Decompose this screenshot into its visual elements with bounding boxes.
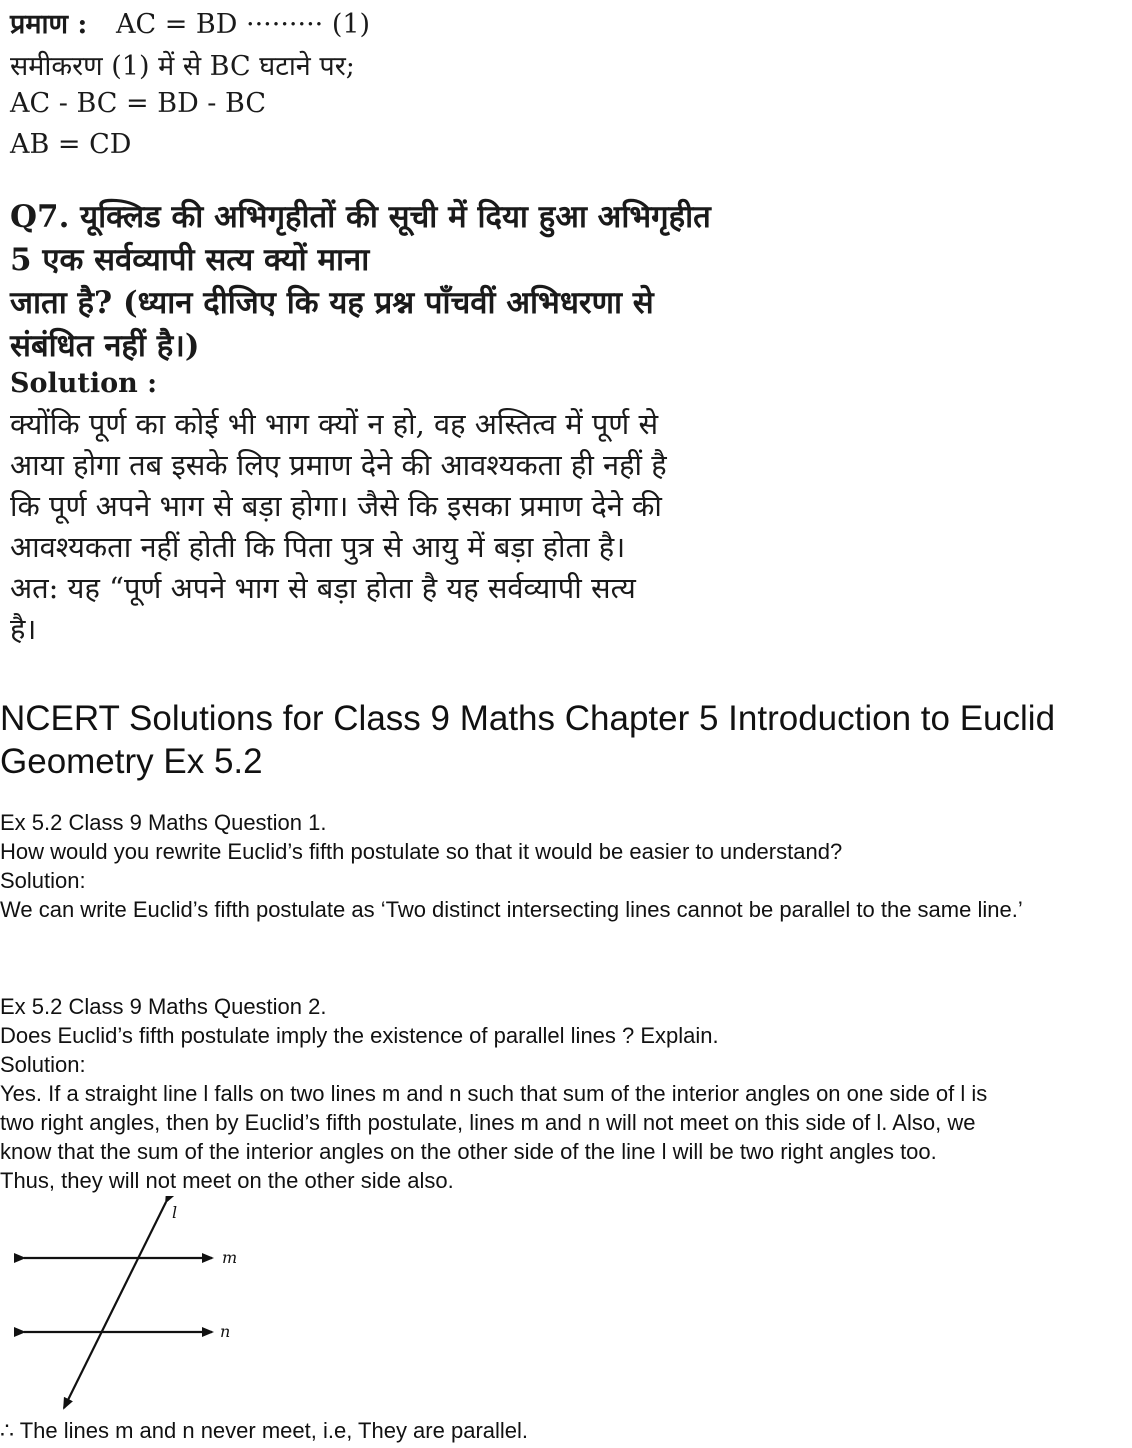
answer-line: two right angles, then by Euclid’s fifth postulate, lines m and n will not meet on this side of l. Also, we (0, 1110, 976, 1135)
proof-step-text: समीकरण (1) में से BC घटाने पर; (10, 51, 355, 82)
q7-solution-label: Solution : (10, 368, 158, 399)
q7-answer-line: अत: यह “पूर्ण अपने भाग से बड़ा होता है यह सर्वव्यापी सत्य (10, 571, 636, 605)
conclusion-text: ∴ The lines m and n never meet, i.e, They are parallel. (0, 1418, 529, 1443)
question-2-block (0, 992, 1130, 1195)
question-1-block (0, 808, 1130, 924)
q7-line: जाता है? (ध्यान दीजिए कि यह प्रश्न पाँचवीं अभिधरणा से (10, 285, 654, 321)
q7-line: Q7. यूक्लिड की अभिगृहीतों की सूची में दिया हुआ अभिगृहीत (10, 199, 711, 235)
question-title: Ex 5.2 Class 9 Maths Question 1. (0, 810, 327, 835)
proof-label: प्रमाण : (10, 9, 88, 40)
transversal-l (64, 1202, 166, 1408)
q7-answer-line: क्योंकि पूर्ण का कोई भी भाग क्यों न हो, वह अस्तित्व में पूर्ण से (10, 407, 659, 441)
question-title: Ex 5.2 Class 9 Maths Question 2. (0, 994, 327, 1019)
q7-question (10, 196, 711, 368)
parallel-lines-diagram (14, 1196, 254, 1416)
q7-line: 5 एक सर्वव्यापी सत्य क्यों माना (10, 242, 370, 278)
q7-answer-line: कि पूर्ण अपने भाग से बड़ा होगा। जैसे कि इसका प्रमाण देने की (10, 489, 662, 523)
solution-label: Solution: (0, 1052, 86, 1077)
label-m: m (222, 1248, 238, 1267)
answer-line: know that the sum of the interior angles on the other side of the line l will be two right angles too. (0, 1139, 937, 1164)
page-heading: NCERT Solutions for Class 9 Maths Chapter 5 Introduction to Euclid Geometry Ex 5.2 (0, 699, 1056, 781)
q7-answer-line: है। (10, 612, 37, 646)
answer-line: Thus, they will not meet on the other side also. (0, 1168, 454, 1193)
proof-equation: AC = BD ········· (1) (115, 9, 371, 40)
question-text: How would you rewrite Euclid’s fifth postulate so that it would be easier to understand? (0, 839, 843, 864)
solution-label: Solution: (0, 868, 86, 893)
q7-answer (10, 404, 667, 650)
q7-line: संबंधित नहीं है।) (10, 328, 200, 364)
answer-text: We can write Euclid’s fifth postulate as ‘Two distinct intersecting lines cannot be parallel to the same line.’ (0, 897, 1023, 922)
q7-answer-line: आवश्यकता नहीं होती कि पिता पुत्र से आयु में बड़ा होता है। (10, 530, 626, 564)
label-l: l (172, 1203, 178, 1222)
proof-equation-line (10, 4, 370, 41)
label-n: n (220, 1322, 231, 1341)
question-text: Does Euclid’s fifth postulate imply the existence of parallel lines ? Explain. (0, 1023, 719, 1048)
proof-line-2: AB = CD (10, 129, 132, 160)
proof-line-1: AC - BC = BD - BC (10, 88, 267, 119)
q7-answer-line: आया होगा तब इसके लिए प्रमाण देने की आवश्यकता ही नहीं है (10, 448, 667, 482)
answer-line: Yes. If a straight line l falls on two lines m and n such that sum of the interior angles on one side of l is (0, 1081, 988, 1106)
